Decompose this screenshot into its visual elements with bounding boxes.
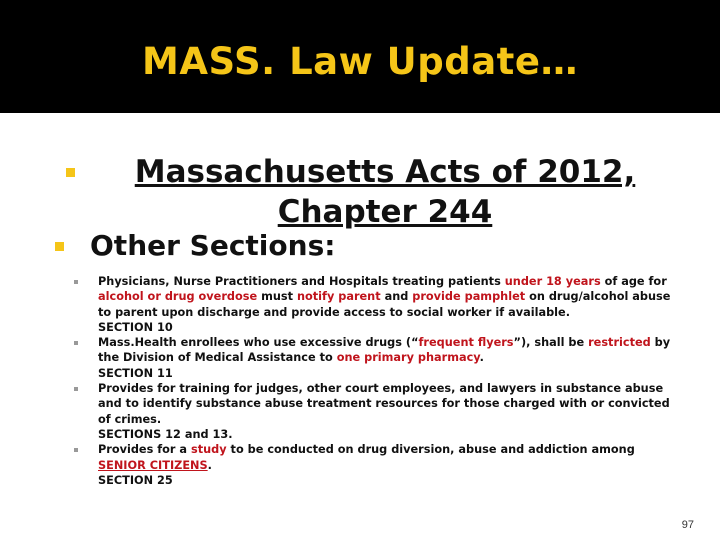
- highlight-text: under 18 years: [504, 275, 601, 288]
- list-item-text: [98, 442, 673, 473]
- body-text: Provides for training for judges, other court employees, and lawyers in substance abuse and to identify substance abuse treatment resources for those charged with or convicted of crimes.: [98, 382, 670, 426]
- list-item: [98, 335, 673, 381]
- slide-title: MASS. Law Update…: [142, 40, 578, 83]
- highlight-text: provide pamphlet: [412, 290, 526, 304]
- page-number: 97: [681, 519, 694, 531]
- bullet-icon: [74, 387, 78, 391]
- highlight-text: SENIOR CITIZENS: [98, 458, 208, 472]
- list-item: [98, 442, 673, 488]
- highlight-text: one primary pharmacy: [336, 351, 480, 365]
- body-text: must: [257, 290, 297, 304]
- highlight-text: notify parent: [296, 290, 381, 304]
- section-reference: SECTION 25: [98, 473, 173, 487]
- heading-acts-line2: Chapter 244: [277, 194, 493, 230]
- section-reference: SECTION 10: [98, 320, 173, 334]
- section-list: [98, 274, 673, 488]
- body-text: ”), shall be: [513, 336, 589, 350]
- body-text: .: [479, 351, 484, 365]
- heading-acts-line1: Massachusetts Acts of 2012,: [134, 154, 636, 190]
- bullet-icon: [74, 280, 78, 284]
- body-text: on drug/alcohol abuse to parent upon discharge and provide access to social worker if available.: [98, 290, 671, 319]
- body-text: and: [380, 290, 413, 304]
- bullet-square-icon: [66, 168, 75, 177]
- highlight-text: restricted: [588, 336, 651, 350]
- list-item: [98, 381, 673, 442]
- bullet-icon: [74, 448, 78, 452]
- list-item-text: [98, 335, 673, 366]
- heading-acts: [90, 152, 680, 232]
- section-reference: SECTION 11: [98, 366, 173, 380]
- bullet-icon: [74, 341, 78, 345]
- body-text: by the Division of Medical Assistance to: [98, 336, 671, 365]
- list-item: [98, 274, 673, 335]
- body-text: Physicians, Nurse Practitioners and Hospitals treating patients: [98, 275, 505, 288]
- body-text: Provides for a: [98, 443, 191, 457]
- highlight-text: alcohol or drug overdose: [98, 290, 258, 304]
- list-item-text: [98, 381, 673, 427]
- highlight-text: study: [191, 443, 227, 457]
- section-reference: SECTIONS 12 and 13.: [98, 427, 233, 441]
- bullet-square-icon: [55, 242, 64, 251]
- body-text: Mass.Health enrollees who use excessive drugs (“: [98, 336, 419, 350]
- highlight-text: frequent flyers: [418, 336, 514, 350]
- heading-other-sections: Other Sections:: [90, 229, 336, 262]
- body-text: .: [207, 458, 212, 472]
- body-text: to be conducted on drug diversion, abuse and addiction among: [226, 443, 635, 457]
- list-item-text: [98, 274, 673, 320]
- body-text: of age for: [600, 275, 667, 288]
